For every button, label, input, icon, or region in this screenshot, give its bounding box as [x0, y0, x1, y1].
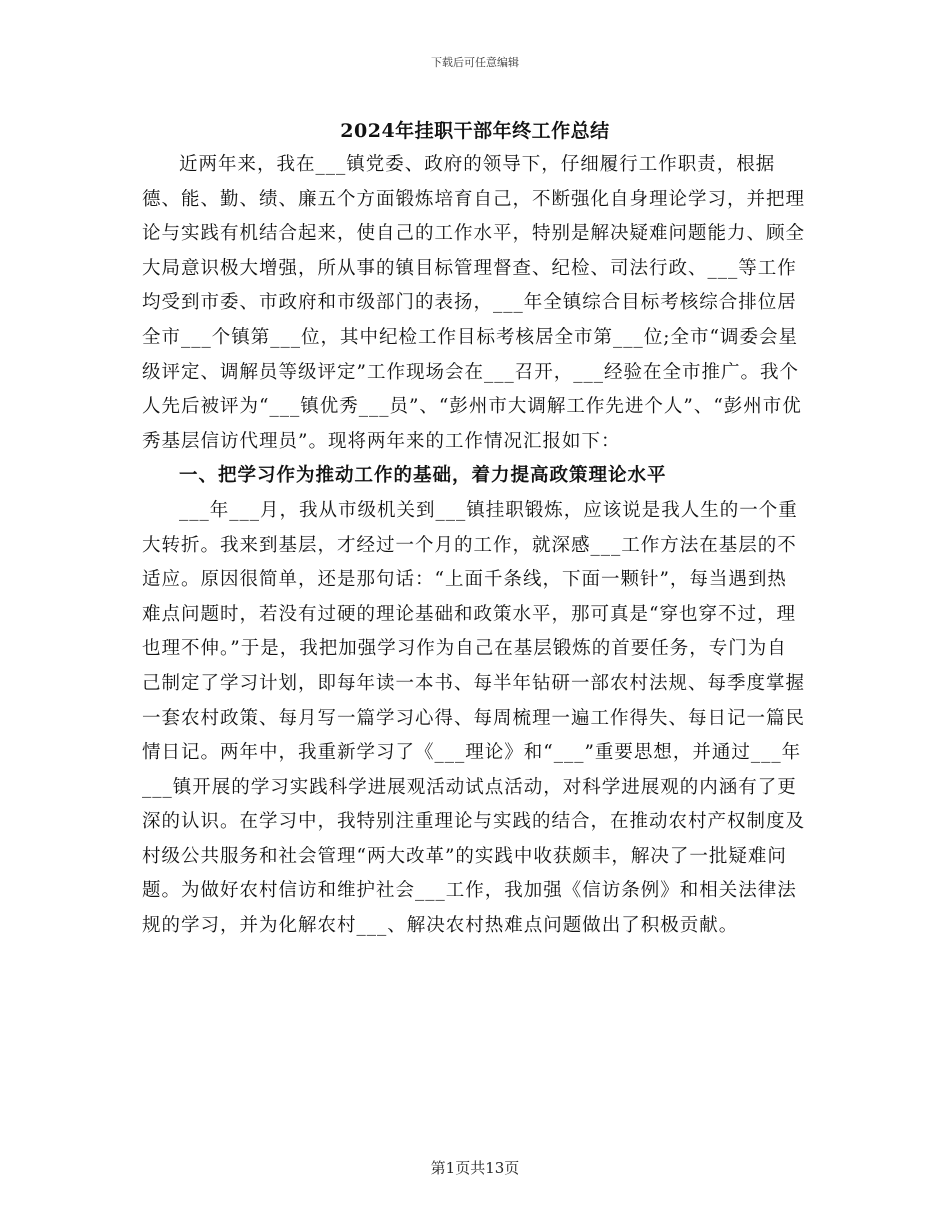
paragraph-intro: 近两年来，我在___镇党委、政府的领导下，仔细履行工作职责，根据德、能、勤、绩、廉五个方面锻炼培育自己，不断强化自身理论学习，并把理论与实践有机结合起来，使自己的工作水平，特别是解决疑难问题能力、顾全大局意识极大增强，所从事的镇目标管理督查、纪检、司法行政、___等工作均受到市委、市政府和市级部门的表扬，___年全镇综合目标考核综合排位居全市___个镇第___位，其中纪检工作目标考核居全市第___位;全市“调委会星级评定、调解员等级评定”工作现场会在___召开，___经验在全市推广。我个人先后被评为“___镇优秀___员”、“彭州市大调解工作先进个人”、“彭州市优秀基层信访代理员”。现将两年来的工作情况汇报如下：	[142, 154, 806, 452]
page-header: 下载后可任意编辑	[431, 56, 519, 69]
document-title: 2024年挂职干部年终工作总结	[340, 120, 610, 142]
paragraph-section-1: ___年___月，我从市级机关到___镇挂职锻炼，应该说是我人生的一个重大转折。我来到基层，才经过一个月的工作，就深感___工作方法在基层的不适应。原因很简单，还是那句话：“上面千条线，下面一颗针”，每当遇到热难点问题时，若没有过硬的理论基础和政策水平，那可真是“穿也穿不过，理也理不伸。”于是，我把加强学习作为自己在基层锻炼的首要任务，专门为自己制定了学习计划，即每年读一本书、每半年钻研一部农村法规、每季度掌握一套农村政策、每月写一篇学习心得、每周梳理一遍工作得失、每日记一篇民情日记。两年中，我重新学习了《___理论》和“___”重要思想，并通过___年___镇开展的学习实践科学进展观活动试点活动，对科学进展观的内涵有了更深的认识。在学习中，我特别注重理论与实践的结合，在推动农村产权制度及村级公共服务和社会管理“两大改革”的实践中收获颇丰，解决了一批疑难问题。为做好农村信访和维护社会___工作，我加强《信访条例》和相关法律法规的学习，并为化解农村___、解决农村热难点问题做出了积极贡献。	[142, 499, 806, 937]
page-footer: 第1页共13页	[430, 1159, 520, 1177]
section-heading-1: 一、把学习作为推动工作的基础，着力提高政策理论水平	[179, 465, 667, 487]
document-body	[142, 148, 806, 944]
